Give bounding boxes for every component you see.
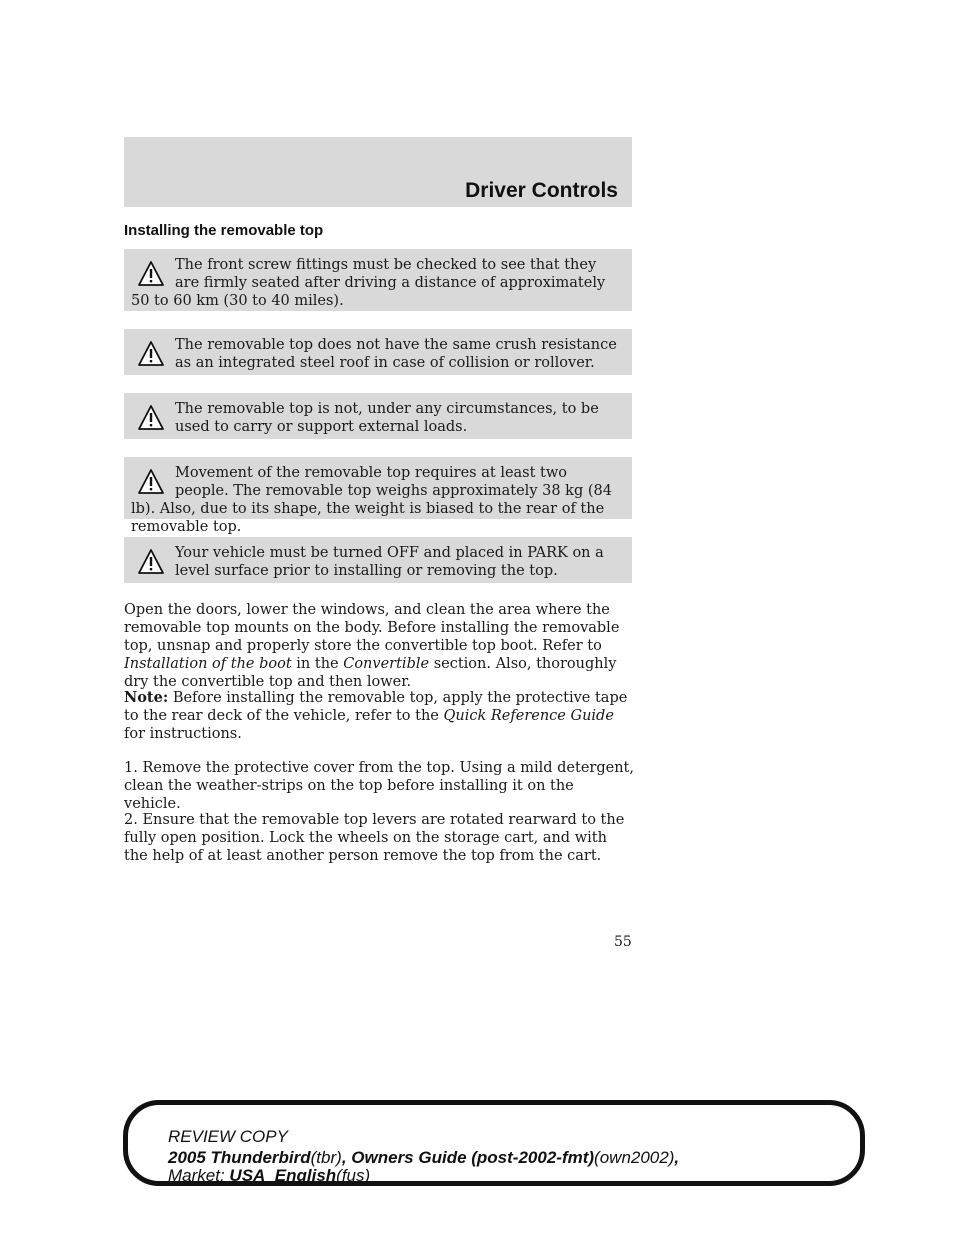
warning-box-5 — [124, 537, 632, 583]
market-value: USA_English — [229, 1166, 337, 1185]
cross-reference: Convertible — [343, 656, 430, 672]
intro-paragraph — [124, 601, 634, 691]
separator: , — [674, 1148, 680, 1167]
warning-triangle-icon — [137, 404, 165, 432]
guide-name: Owners Guide (post-2002-fmt) — [351, 1148, 595, 1167]
warning-box-2 — [124, 329, 632, 375]
warning-triangle-icon — [137, 468, 165, 496]
cross-reference: Installation of the boot — [124, 656, 292, 672]
note-label: Note: — [124, 689, 169, 706]
guide-code: (own2002) — [594, 1148, 675, 1167]
paragraph-text: in the — [296, 656, 339, 672]
section-heading: Installing the removable top — [124, 222, 324, 239]
paragraph-text: section. Also, thoroughly dry the convertible top and then lower. — [124, 656, 617, 690]
model-name: 2005 Thunderbird — [168, 1148, 311, 1167]
chapter-title: Driver Controls — [465, 179, 618, 202]
step-1: 1. Remove the protective cover from the top. Using a mild detergent, clean the weather-strips on the top before installing it on the vehicle. — [124, 760, 634, 812]
step-2: 2. Ensure that the removable top levers are rotated rearward to the fully open position. Lock the wheels on the storage cart, and with the help of at least another person remove the top from the cart. — [124, 812, 625, 864]
review-label: REVIEW COPY — [168, 1127, 288, 1146]
warning-text: Your vehicle must be turned OFF and placed in PARK on a level surface prior to installing or removing the top. — [175, 545, 604, 579]
warning-triangle-icon — [137, 260, 165, 288]
warning-triangle-icon — [137, 340, 165, 368]
market-line — [168, 1166, 370, 1186]
page-number: 55 — [614, 934, 632, 950]
warning-triangle-icon — [137, 548, 165, 576]
market-code: (fus) — [336, 1166, 371, 1185]
warning-box-3 — [124, 393, 632, 439]
warning-box-4 — [124, 457, 632, 535]
model-code: (tbr) — [310, 1148, 342, 1167]
warning-text: The removable top does not have the same crush resistance as an integrated steel roof in case of collision or rollover. — [175, 337, 617, 371]
separator: , — [341, 1148, 347, 1167]
review-copy-footer — [123, 1100, 865, 1186]
paragraph-text: for instructions. — [124, 726, 242, 742]
warning-text: Movement of the removable top requires at least two people. The removable top weighs approximately 38 kg (84 lb). Also, due to its shape, the weight is biased to the rear of the removable top. — [131, 465, 612, 535]
paragraph-text: Before installing the removable top, apply the protective tape to the rear deck of the vehicle, refer to the — [124, 690, 628, 724]
warning-box-1 — [124, 249, 632, 311]
header-band — [124, 137, 632, 207]
document-info-line — [168, 1148, 679, 1168]
warning-text: The front screw fittings must be checked to see that they are firmly seated after driving a distance of approximately 50 to 60 km (30 to 40 miles). — [131, 257, 606, 309]
warning-text: The removable top is not, under any circumstances, to be used to carry or support external loads. — [175, 401, 599, 435]
market-label: Market: — [168, 1166, 225, 1185]
cross-reference: Quick Reference Guide — [443, 708, 614, 724]
paragraph-text: Open the doors, lower the windows, and clean the area where the removable top mounts on the body. Before installing the removable top, unsnap and properly store the convertible top boot. Refer to — [124, 602, 620, 654]
note-paragraph — [124, 689, 634, 743]
